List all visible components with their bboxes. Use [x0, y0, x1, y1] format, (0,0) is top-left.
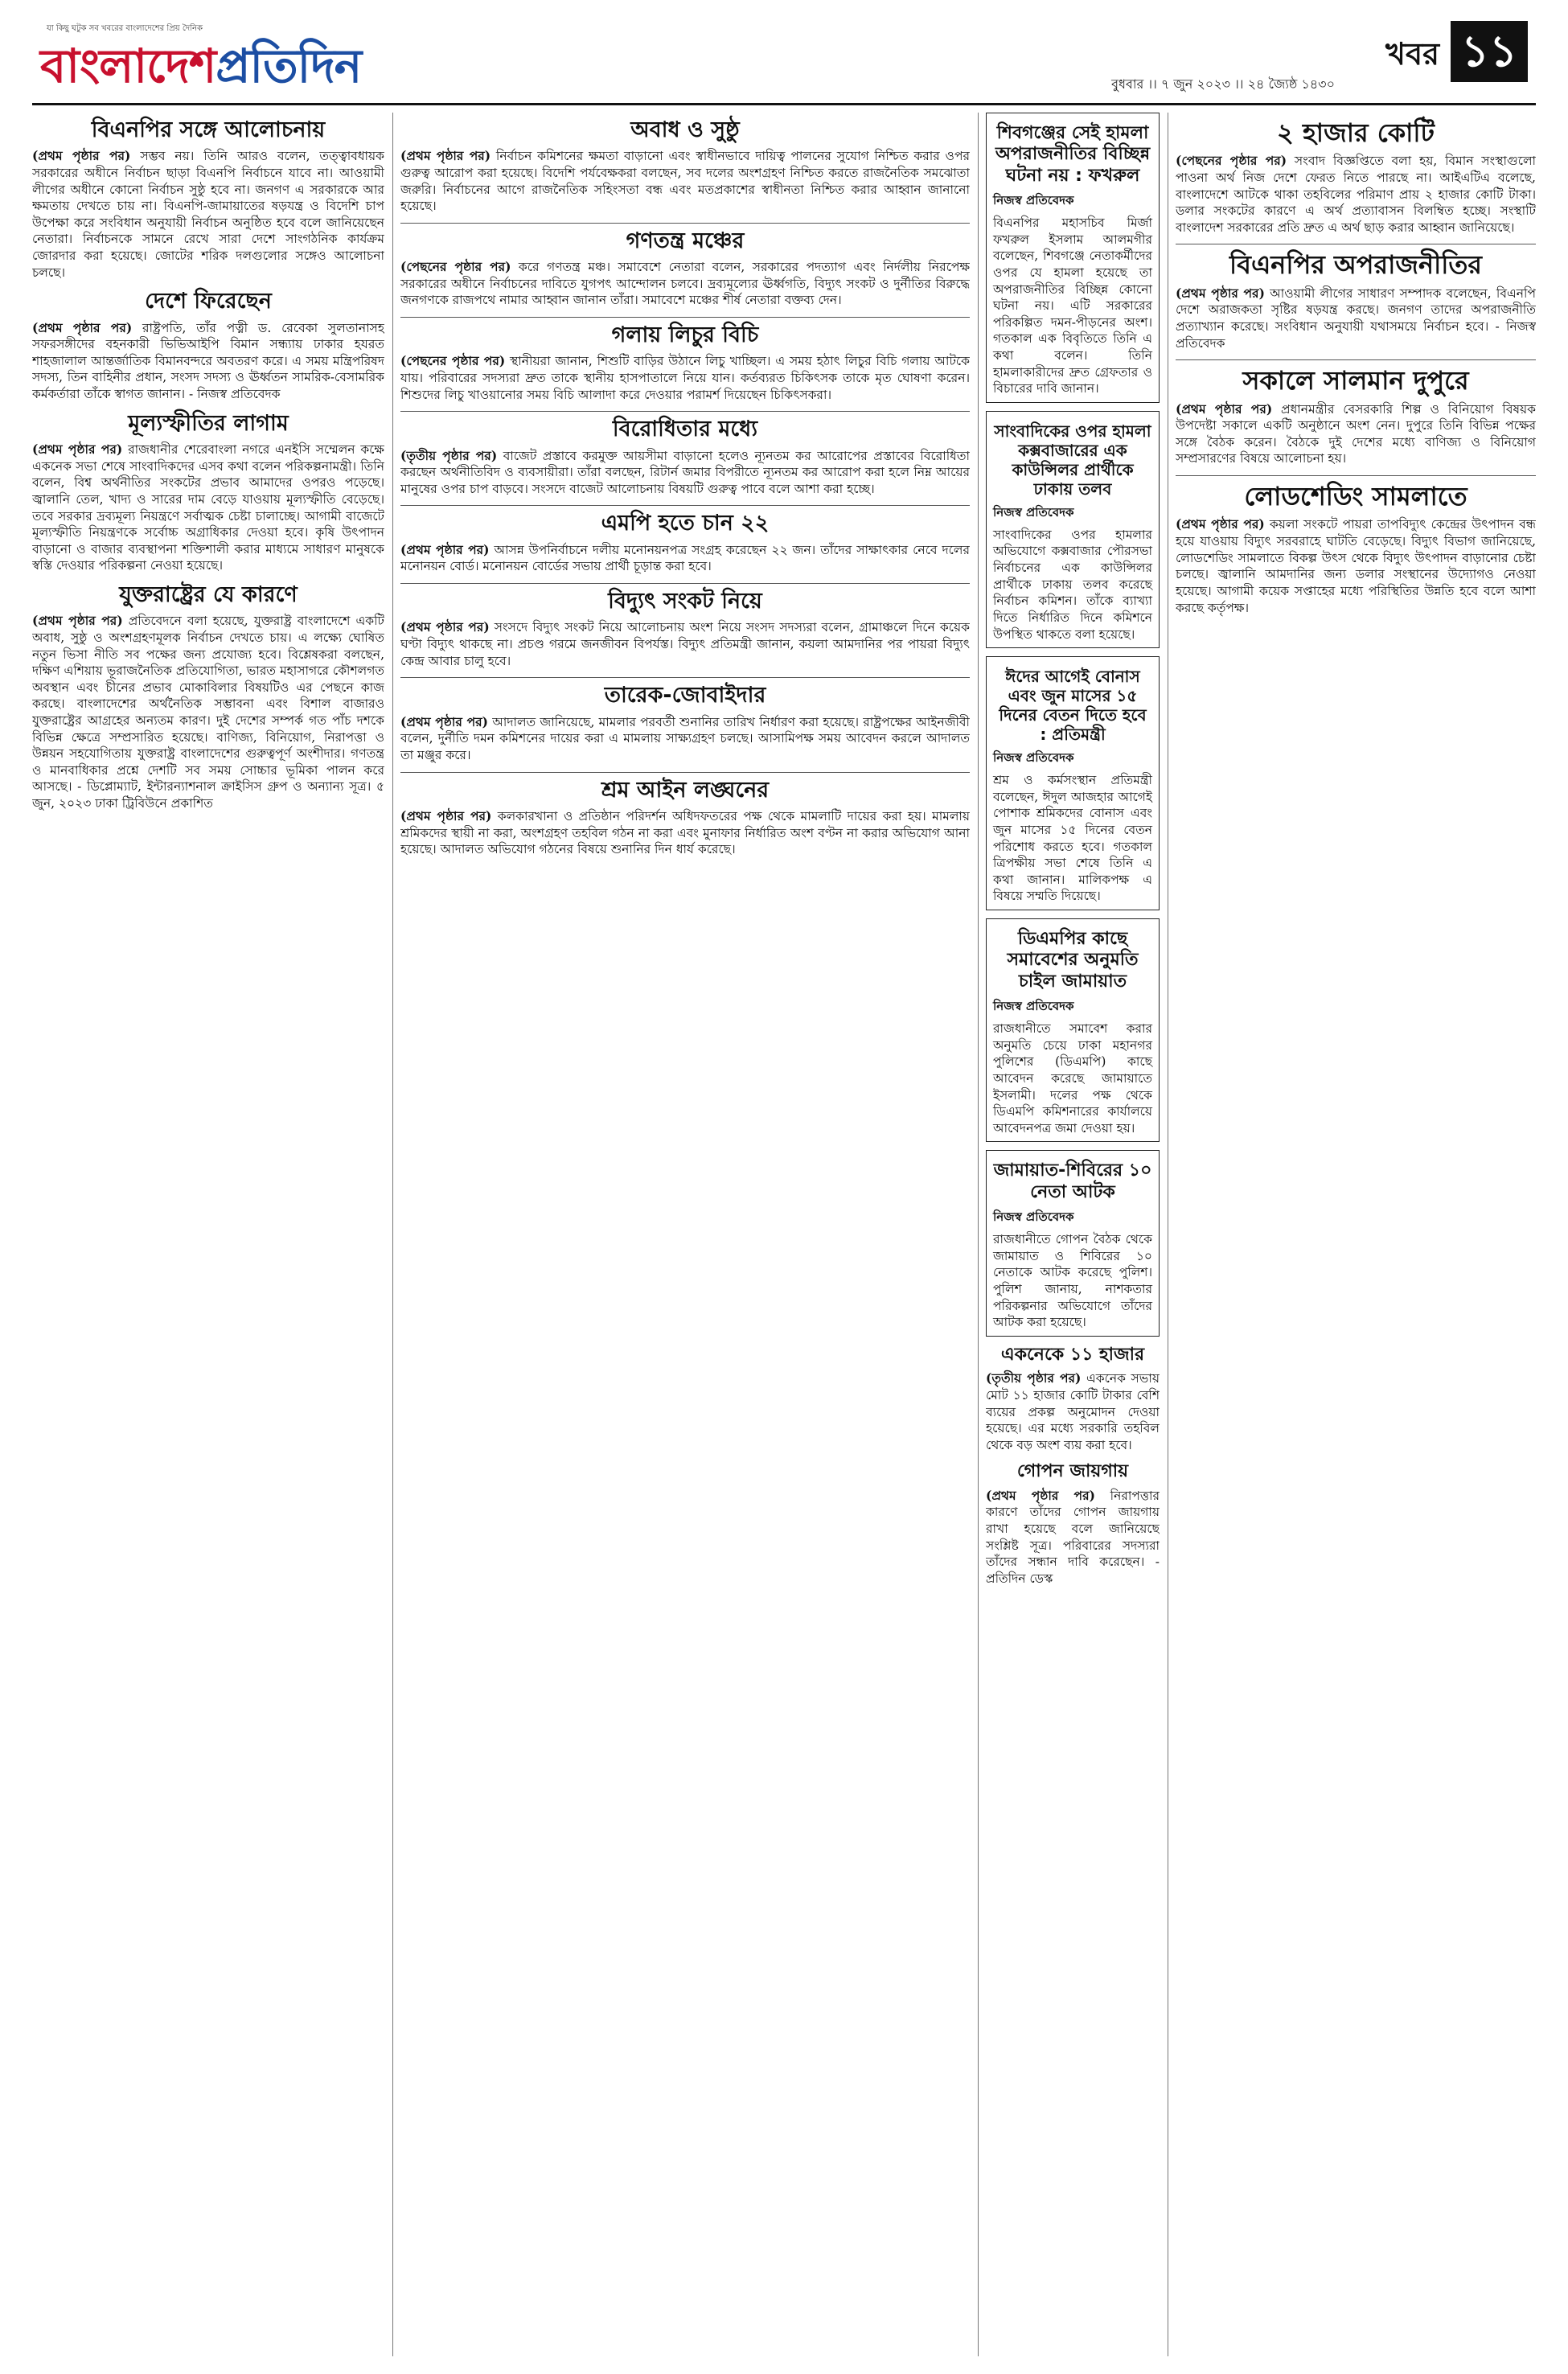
- article-headline: ২ হাজার কোটি: [1277, 117, 1435, 148]
- article: [986, 1461, 1160, 1587]
- article-body: (প্রথম পৃষ্ঠার পর) আসন্ন উপনির্বাচনে দলীয় মনোনয়নপত্র সংগ্রহ করেছেন ২২ জন। তাঁদের সাক্ষাৎকার নেবে দলের মনোনয়ন বোর্ড। মনোনয়ন বোর্ডের সভায় প্রার্থী চূড়ান্ত করা হবে।: [400, 541, 970, 574]
- article-body: (প্রথম পৃষ্ঠার পর) রাষ্ট্রপতি, তাঁর পত্নী ড. রেবেকা সুলতানাসহ সফরসঙ্গীদের বহনকারী ভিভিআইপি বিমান সন্ধ্যায় ঢাকার হযরত শাহজালাল আন্তর্জাতিক বিমানবন্দরে অবতরণ করে। এ সময় মন্ত্রিপরিষদ সদস্য, তিন বাহিনীর প্রধান, সংসদ সদস্য ও ঊর্ধ্বতন সামরিক-বেসামরিক কর্মকর্তারা তাঁকে স্বাগত জানান। - নিজস্ব প্রতিবেদক: [32, 319, 384, 402]
- article: [400, 589, 970, 669]
- article-byline: নিজস্ব প্রতিবেদক: [993, 193, 1074, 208]
- article-body: রাজধানীতে গোপন বৈঠক থেকে জামায়াত ও শিবিরের ১০ নেতাকে আটক করেছে পুলিশ। পুলিশ জানায়, নাশকতার পরিকল্পনার অভিযোগে তাঁদের আটক করা হয়েছে।: [993, 1232, 1152, 1330]
- article-divider: [1176, 475, 1536, 476]
- column-1: [32, 113, 384, 2356]
- article-body: (প্রথম পৃষ্ঠার পর) সংসদে বিদ্যুৎ সংকট নিয়ে আলোচনায় অংশ নিয়ে সংসদ সদস্যরা বলেন, গ্রামাঞ্চলে দিনে কয়েক ঘণ্টা বিদ্যুৎ থাকছে না। প্রচণ্ড গরমে জনজীবন বিপর্যস্ত। বিদ্যুৎ প্রতিমন্ত্রী জানান, কয়লা আমদানির পর পায়রা বিদ্যুৎ কেন্দ্র আবার চালু হবে।: [400, 619, 970, 668]
- article-body: (প্রথম পৃষ্ঠার পর) প্রতিবেদনে বলা হয়েছে, যুক্তরাষ্ট্র বাংলাদেশে একটি অবাধ, সুষ্ঠু ও অংশগ্রহণমূলক নির্বাচন দেখতে চায়। এ লক্ষ্যে ঘোষিত নতুন ভিসা নীতি সব পক্ষের জন্য প্রযোজ্য হবে। বিশ্লেষকরা বলছেন, দক্ষিণ এশিয়ায় ভূরাজনৈতিক প্রতিযোগিতা, ভারত মহাসাগরে কৌশলগত অবস্থান এবং চীনের প্রভাব মোকাবিলার বিষয়টিও এর পেছনে কাজ করছে। বাংলাদেশের অর্থনৈতিক সম্ভাবনা এবং বিশাল বাজারও যুক্তরাষ্ট্রের আগ্রহের অন্যতম কারণ। দুই দেশের সম্পর্ক গত পাঁচ দশকে বিভিন্ন ক্ষেত্রে সম্প্রসারিত হয়েছে। বাণিজ্য, বিনিয়োগ, নিরাপত্তা ও উন্নয়ন সহযোগিতায় যুক্তরাষ্ট্র বাংলাদেশের গুরুত্বপূর্ণ অংশীদার। গণতন্ত্র ও মানবাধিকার প্রশ্নে দেশটি সব সময় সোচ্চার ভূমিকা পালন করে আসছে। - ডিপ্লোম্যাট, ইন্টারন্যাশনাল ক্রাইসিস গ্রুপ ও অন্যান্য সূত্র। ৫ জুন, ২০২৩ ঢাকা ট্রিবিউনে প্রকাশিত: [32, 613, 384, 811]
- section-label: খবর: [1385, 36, 1439, 72]
- article-headline: একনেকে ১১ হাজার: [1000, 1344, 1145, 1365]
- article-body: (পেছনের পৃষ্ঠার পর) স্থানীয়রা জানান, শিশুটি বাড়ির উঠানে লিচু খাচ্ছিল। এ সময় হঠাৎ লিচুর বিচি গলায় আটকে যায়। পরিবারের সদস্যরা দ্রুত তাকে স্থানীয় হাসপাতালে নিয়ে যান। কর্তব্যরত চিকিৎসক তাকে মৃত ঘোষণা করেন। শিশুদের লিচু খাওয়ানোর সময় বিচি আলাদা করে দেওয়ার পরামর্শ দিয়েছেন চিকিৎসকরা।: [400, 353, 970, 402]
- article-body: বিএনপির মহাসচিব মির্জা ফখরুল ইসলাম আলমগীর বলেছেন, শিবগঞ্জে নেতাকর্মীদের ওপর যে হামলা হয়েছে তা অপরাজনীতির বিচ্ছিন্ন কোনো ঘটনা নয়। এটি সরকারের পরিকল্পিত দমন-পীড়নের অংশ। গতকাল এক বিবৃতিতে তিনি এ কথা বলেন। তিনি হামলাকারীদের দ্রুত গ্রেফতার ও বিচারের দাবি জানান।: [993, 216, 1152, 396]
- article-headline: শিবগঞ্জের সেই হামলা অপরাজনীতির বিচ্ছিন্ন ঘটনা নয় : ফখরুল: [995, 123, 1151, 186]
- article-body: (পেছনের পৃষ্ঠার পর) সংবাদ বিজ্ঞপ্তিতে বলা হয়, বিমান সংস্থাগুলো পাওনা অর্থ নিজ দেশে ফেরত নিতে পারছে না। আইএটিএ বলেছে, বাংলাদেশে আটকে থাকা তহবিলের পরিমাণ প্রায় ২ হাজার কোটি টাকা। ডলার সংকটের কারণে এ অর্থ প্রত্যাবাসন বিলম্বিত হচ্ছে। সংস্থাটি বাংলাদেশ সরকারের প্রতি দ্রুত এ অর্থ ছাড় করার আহ্বান জানিয়েছে।: [1176, 153, 1536, 235]
- article-headline: এমপি হতে চান ২২: [601, 511, 770, 536]
- article: [32, 411, 384, 574]
- article-divider: [400, 317, 970, 318]
- boxed-article: [986, 656, 1160, 910]
- article-body: শ্রম ও কর্মসংস্থান প্রতিমন্ত্রী বলেছেন, ঈদুল আজহার আগেই পোশাক শ্রমিকদের বোনাস এবং জুন মাসের ১৫ দিনের বেতন পরিশোধ করতে হবে। গতকাল ত্রিপক্ষীয় সভা শেষে তিনি এ কথা জানান। মালিকপক্ষ এ বিষয়ে সম্মতি দিয়েছে।: [993, 773, 1152, 904]
- article-headline: অবাধ ও সুষ্ঠু: [630, 117, 740, 142]
- article: [1176, 249, 1536, 351]
- date-line: বুধবার ।। ৭ জুন ২০২৩ ।। ২৪ জ্যৈষ্ঠ ১৪৩০: [1111, 76, 1335, 92]
- article-body: (তৃতীয় পৃষ্ঠার পর) বাজেট প্রস্তাবে করমুক্ত আয়সীমা বাড়ানো হলেও ন্যূনতম কর আরোপের প্রস্তাবের বিরোধিতা করছেন অর্থনীতিবিদ ও ব্যবসায়ীরা। তাঁরা বলছেন, রিটার্ন জমার বিপরীতে ন্যূনতম কর আরোপ করা হলে নিম্ন আয়ের মানুষের ওপর চাপ বাড়বে। সংসদে বাজেট আলোচনায় বিষয়টি গুরুত্ব পাবে বলে আশা করা হচ্ছে।: [400, 447, 970, 496]
- article-headline: বিএনপির অপরাজনীতির: [1229, 249, 1482, 281]
- boxed-article: [986, 411, 1160, 648]
- article-divider: [400, 772, 970, 773]
- logo-part2: প্রতিদিন: [215, 39, 362, 93]
- column-2: [400, 113, 970, 2356]
- article-headline: গোপন জায়গায়: [1016, 1461, 1129, 1482]
- article-body: (প্রথম পৃষ্ঠার পর) নির্বাচন কমিশনের ক্ষমতা বাড়ানো এবং স্বাধীনভাবে দায়িত্ব পালনের সুযোগ নিশ্চিত করার ওপর গুরুত্ব আরোপ করা হয়েছে। বিদেশি পর্যবেক্ষকরা বলছেন, সব দলের অংশগ্রহণ নিশ্চিত করতে রাজনৈতিক সমঝোতা জরুরি। নির্বাচনের আগে রাজনৈতিক সহিংসতা বন্ধ এবং মতপ্রকাশের স্বাধীনতা নিশ্চিত করার আহ্বান জানানো হয়েছে।: [400, 148, 970, 214]
- article-headline: গণতন্ত্র মঞ্চের: [626, 228, 745, 253]
- article: [1176, 365, 1536, 467]
- article-body: রাজধানীতে সমাবেশ করার অনুমতি চেয়ে ঢাকা মহানগর পুলিশের (ডিএমপি) কাছে আবেদন করেছে জামায়াতে ইসলামী। দলের পক্ষ থেকে ডিএমপি কমিশনারের কার্যালয়ে আবেদনপত্র জমা দেওয়া হয়।: [993, 1021, 1152, 1136]
- article-headline: শ্রম আইন লঙ্ঘনের: [601, 777, 770, 803]
- article-headline: গলায় লিচুর বিচি: [611, 322, 759, 348]
- article-divider: [400, 223, 970, 224]
- masthead-rule: [32, 103, 1536, 105]
- article: [400, 778, 970, 858]
- article-byline: নিজস্ব প্রতিবেদক: [993, 750, 1074, 766]
- logo-tagline: যা কিছু ঘটুক সব খবরের বাংলাদেশের প্রিয় দৈনিক: [47, 24, 203, 33]
- article-headline: জামায়াত-শিবিরের ১০ নেতা আটক: [993, 1160, 1152, 1202]
- article-body: (প্রথম পৃষ্ঠার পর) কয়লা সংকটে পায়রা তাপবিদ্যুৎ কেন্দ্রের উৎপাদন বন্ধ হয়ে যাওয়ায় বিদ্যুৎ সরবরাহে ঘাটতি বেড়েছে। বিদ্যুৎ বিভাগ জানিয়েছে, লোডশেডিং সামলাতে বিকল্প উৎস থেকে বিদ্যুৎ উৎপাদন বাড়ানোর চেষ্টা চলছে। জ্বালানি আমদানির জন্য ডলার সংস্থানের উদ্যোগও নেওয়া হয়েছে। আগামী কয়েক সপ্তাহের মধ্যে পরিস্থিতির উন্নতি হবে বলে আশা করছে কর্তৃপক্ষ।: [1176, 516, 1536, 615]
- article: [400, 322, 970, 403]
- article-headline: লোডশেডিং সামলাতে: [1244, 481, 1467, 512]
- article: [400, 228, 970, 309]
- boxed-article: [986, 113, 1160, 403]
- article: [400, 417, 970, 497]
- article-divider: [400, 411, 970, 412]
- article: [400, 117, 970, 215]
- article-divider: [400, 677, 970, 678]
- article-divider: [400, 583, 970, 584]
- article-headline: বিদ্যুৎ সংকট নিয়ে: [608, 589, 762, 614]
- logo-text: [40, 31, 361, 109]
- article: [400, 511, 970, 575]
- article-divider: [1176, 359, 1536, 360]
- article-headline: দেশে ফিরেছেন: [145, 289, 272, 314]
- logo: [40, 23, 491, 100]
- article-headline: বিরোধিতার মধ্যে: [612, 417, 758, 442]
- column-3: [986, 113, 1160, 2356]
- article: [32, 289, 384, 402]
- article-body: (প্রথম পৃষ্ঠার পর) প্রধানমন্ত্রীর বেসরকারি শিল্প ও বিনিয়োগ বিষয়ক উপদেষ্টা সকালে একটি অনুষ্ঠানে অংশ নেন। দুপুরে তিনি বিভিন্ন পক্ষের সঙ্গে বৈঠক করেন। বৈঠকে দুই দেশের মধ্যে বাণিজ্য ও বিনিয়োগ সম্প্রসারণের বিষয়ে আলোচনা হয়।: [1176, 400, 1536, 466]
- article: [32, 117, 384, 281]
- article-body: সাংবাদিকের ওপর হামলার অভিযোগে কক্সবাজার পৌরসভা নির্বাচনের এক কাউন্সিলর প্রার্থীকে ঢাকায় তলব করেছে নির্বাচন কমিশন। তাঁকে ব্যাখ্যা দিতে নির্ধারিত দিনে কমিশনে উপস্থিত থাকতে বলা হয়েছে।: [993, 527, 1152, 642]
- article: [32, 582, 384, 812]
- article-body: (প্রথম পৃষ্ঠার পর) সম্ভব নয়। তিনি আরও বলেন, তত্ত্বাবধায়ক সরকারের অধীনে নির্বাচন ছাড়া বিএনপি নির্বাচনে যাবে না। আওয়ামী লীগের অধীনে কোনো নির্বাচন সুষ্ঠু হবে না। জনগণ এ সরকারকে আর ক্ষমতায় দেখতে চায় না। বিএনপি-জামায়াতের ষড়যন্ত্র ও বিদেশি চাপ উপেক্ষা করে সংবিধান অনুযায়ী নির্বাচন অনুষ্ঠিত হবে বলে জানিয়েছেন নেতারা। নির্বাচনকে সামনে রেখে সারা দেশে সাংগঠনিক কার্যক্রম জোরদার করা হয়েছে। জোটের শরিক দলগুলোর সঙ্গেও আলোচনা চলছে।: [32, 148, 384, 280]
- column-divider: [978, 113, 979, 2356]
- masthead: [32, 18, 1536, 98]
- article-divider: [400, 505, 970, 506]
- article-headline: যুক্তরাষ্ট্রের যে কারণে: [119, 581, 298, 607]
- column-divider: [392, 113, 393, 2356]
- article-body: (প্রথম পৃষ্ঠার পর) কলকারখানা ও প্রতিষ্ঠান পরিদর্শন অধিদফতরের পক্ষ থেকে মামলাটি দায়ের করা হয়। মামলায় শ্রমিকদের স্থায়ী না করা, অংশগ্রহণ তহবিল গঠন না করা এবং মুনাফার নির্ধারিত অংশ বণ্টন না করার অভিযোগ আনা হয়েছে। আদালত অভিযোগ গঠনের বিষয়ে শুনানির দিন ধার্য করেছে।: [400, 807, 970, 857]
- logo-part1: বাংলাদেশ: [40, 39, 216, 93]
- article: [1176, 117, 1536, 236]
- article-body: (প্রথম পৃষ্ঠার পর) আওয়ামী লীগের সাধারণ সম্পাদক বলেছেন, বিএনপি দেশে অরাজকতা সৃষ্টির ষড়যন্ত্র করছে। জনগণ তাদের অপরাজনীতি প্রত্যাখ্যান করেছে। সংবিধান অনুযায়ী যথাসময়ে নির্বাচন হবে। - নিজস্ব প্রতিবেদক: [1176, 285, 1536, 351]
- article: [986, 1345, 1160, 1453]
- article-body: (প্রথম পৃষ্ঠার পর) আদালত জানিয়েছে, মামলার পরবর্তী শুনানির তারিখ নির্ধারণ করা হয়েছে। রাষ্ট্রপক্ষের আইনজীবী বলেন, দুর্নীতি দমন কমিশনের দায়ের করা এ মামলায় সাক্ষ্যগ্রহণ চলছে। আসামিপক্ষ সময় আবেদন করলে আদালত তা মঞ্জুর করে।: [400, 713, 970, 762]
- article-byline: নিজস্ব প্রতিবেদক: [993, 999, 1074, 1014]
- article: [400, 683, 970, 763]
- article-headline: ঈদের আগেই বোনাস এবং জুন মাসের ১৫ দিনের বেতন দিতে হবে : প্রতিমন্ত্রী: [999, 667, 1147, 745]
- boxed-article: [986, 1150, 1160, 1336]
- article-byline: নিজস্ব প্রতিবেদক: [993, 1210, 1074, 1225]
- article-headline: সাংবাদিকের ওপর হামলা কক্সবাজারের এক কাউন্সিলর প্রার্থীকে ঢাকায় তলব: [994, 421, 1151, 499]
- article-headline: বিএনপির সঙ্গে আলোচনায়: [91, 117, 326, 142]
- article: [1176, 481, 1536, 616]
- article-headline: সকালে সালমান দুপুরে: [1242, 365, 1469, 396]
- article-body: (প্রথম পৃষ্ঠার পর) রাজধানীর শেরেবাংলা নগরে এনইসি সম্মেলন কক্ষে একনেক সভা শেষে সাংবাদিকদের এসব কথা বলেন পরিকল্পনামন্ত্রী। তিনি বলেন, বিশ্ব অর্থনীতির সংকটের প্রভাব আমাদের ওপরও পড়েছে। জ্বালানি তেল, খাদ্য ও সারের দাম বেড়ে যাওয়ায় মূল্যস্ফীতি বেড়েছে। তবে সরকার দ্রব্যমূল্য নিয়ন্ত্রণে সর্বাত্মক চেষ্টা চালাচ্ছে। আগামী বাজেটে মূল্যস্ফীতি নিয়ন্ত্রণকে সর্বোচ্চ অগ্রাধিকার দেওয়া হবে। কৃষি উৎপাদন বাড়ানো ও বাজার ব্যবস্থাপনা শক্তিশালী করার মাধ্যমে সাধারণ মানুষকে স্বস্তি দেওয়ার পরিকল্পনা নেওয়া হয়েছে।: [32, 442, 384, 573]
- article-body: (তৃতীয় পৃষ্ঠার পর) একনেক সভায় মোট ১১ হাজার কোটি টাকার বেশি ব্যয়ের প্রকল্প অনুমোদন দেওয়া হয়েছে। এর মধ্যে সরকারি তহবিল থেকে বড় অংশ ব্যয় করা হবে।: [986, 1370, 1160, 1452]
- article-headline: ডিএমপির কাছে সমাবেশের অনুমতি চাইল জামায়াত: [1007, 929, 1139, 992]
- article-body: (পেছনের পৃষ্ঠার পর) করে গণতন্ত্র মঞ্চ। সমাবেশে নেতারা বলেন, সরকারের পদত্যাগ এবং নির্দলীয় নিরপেক্ষ সরকারের অধীনে নির্বাচনের দাবিতে যুগপৎ আন্দোলন চলবে। দ্রব্যমূল্যের ঊর্ধ্বগতি, বিদ্যুৎ সংকট ও দুর্নীতির বিরুদ্ধে জনগণকে রাজপথে নামার আহ্বান জানান তাঁরা। সমাবেশে মঞ্চের শীর্ষ নেতারা বক্তব্য দেন।: [400, 259, 970, 308]
- article-body: (প্রথম পৃষ্ঠার পর) নিরাপত্তার কারণে তাঁদের গোপন জায়গায় রাখা হয়েছে বলে জানিয়েছে সংশ্লিষ্ট সূত্র। পরিবারের সদস্যরা তাঁদের সন্ধান দাবি করেছেন। - প্রতিদিন ডেস্ক: [986, 1487, 1160, 1586]
- boxed-article: [986, 918, 1160, 1142]
- article-headline: তারেক-জোবাইদার: [604, 683, 766, 709]
- column-4: [1176, 113, 1536, 2356]
- article-headline: মূল্যস্ফীতির লাগাম: [128, 410, 289, 436]
- page-number: ১১: [1451, 21, 1528, 82]
- article-byline: নিজস্ব প্রতিবেদক: [993, 504, 1074, 520]
